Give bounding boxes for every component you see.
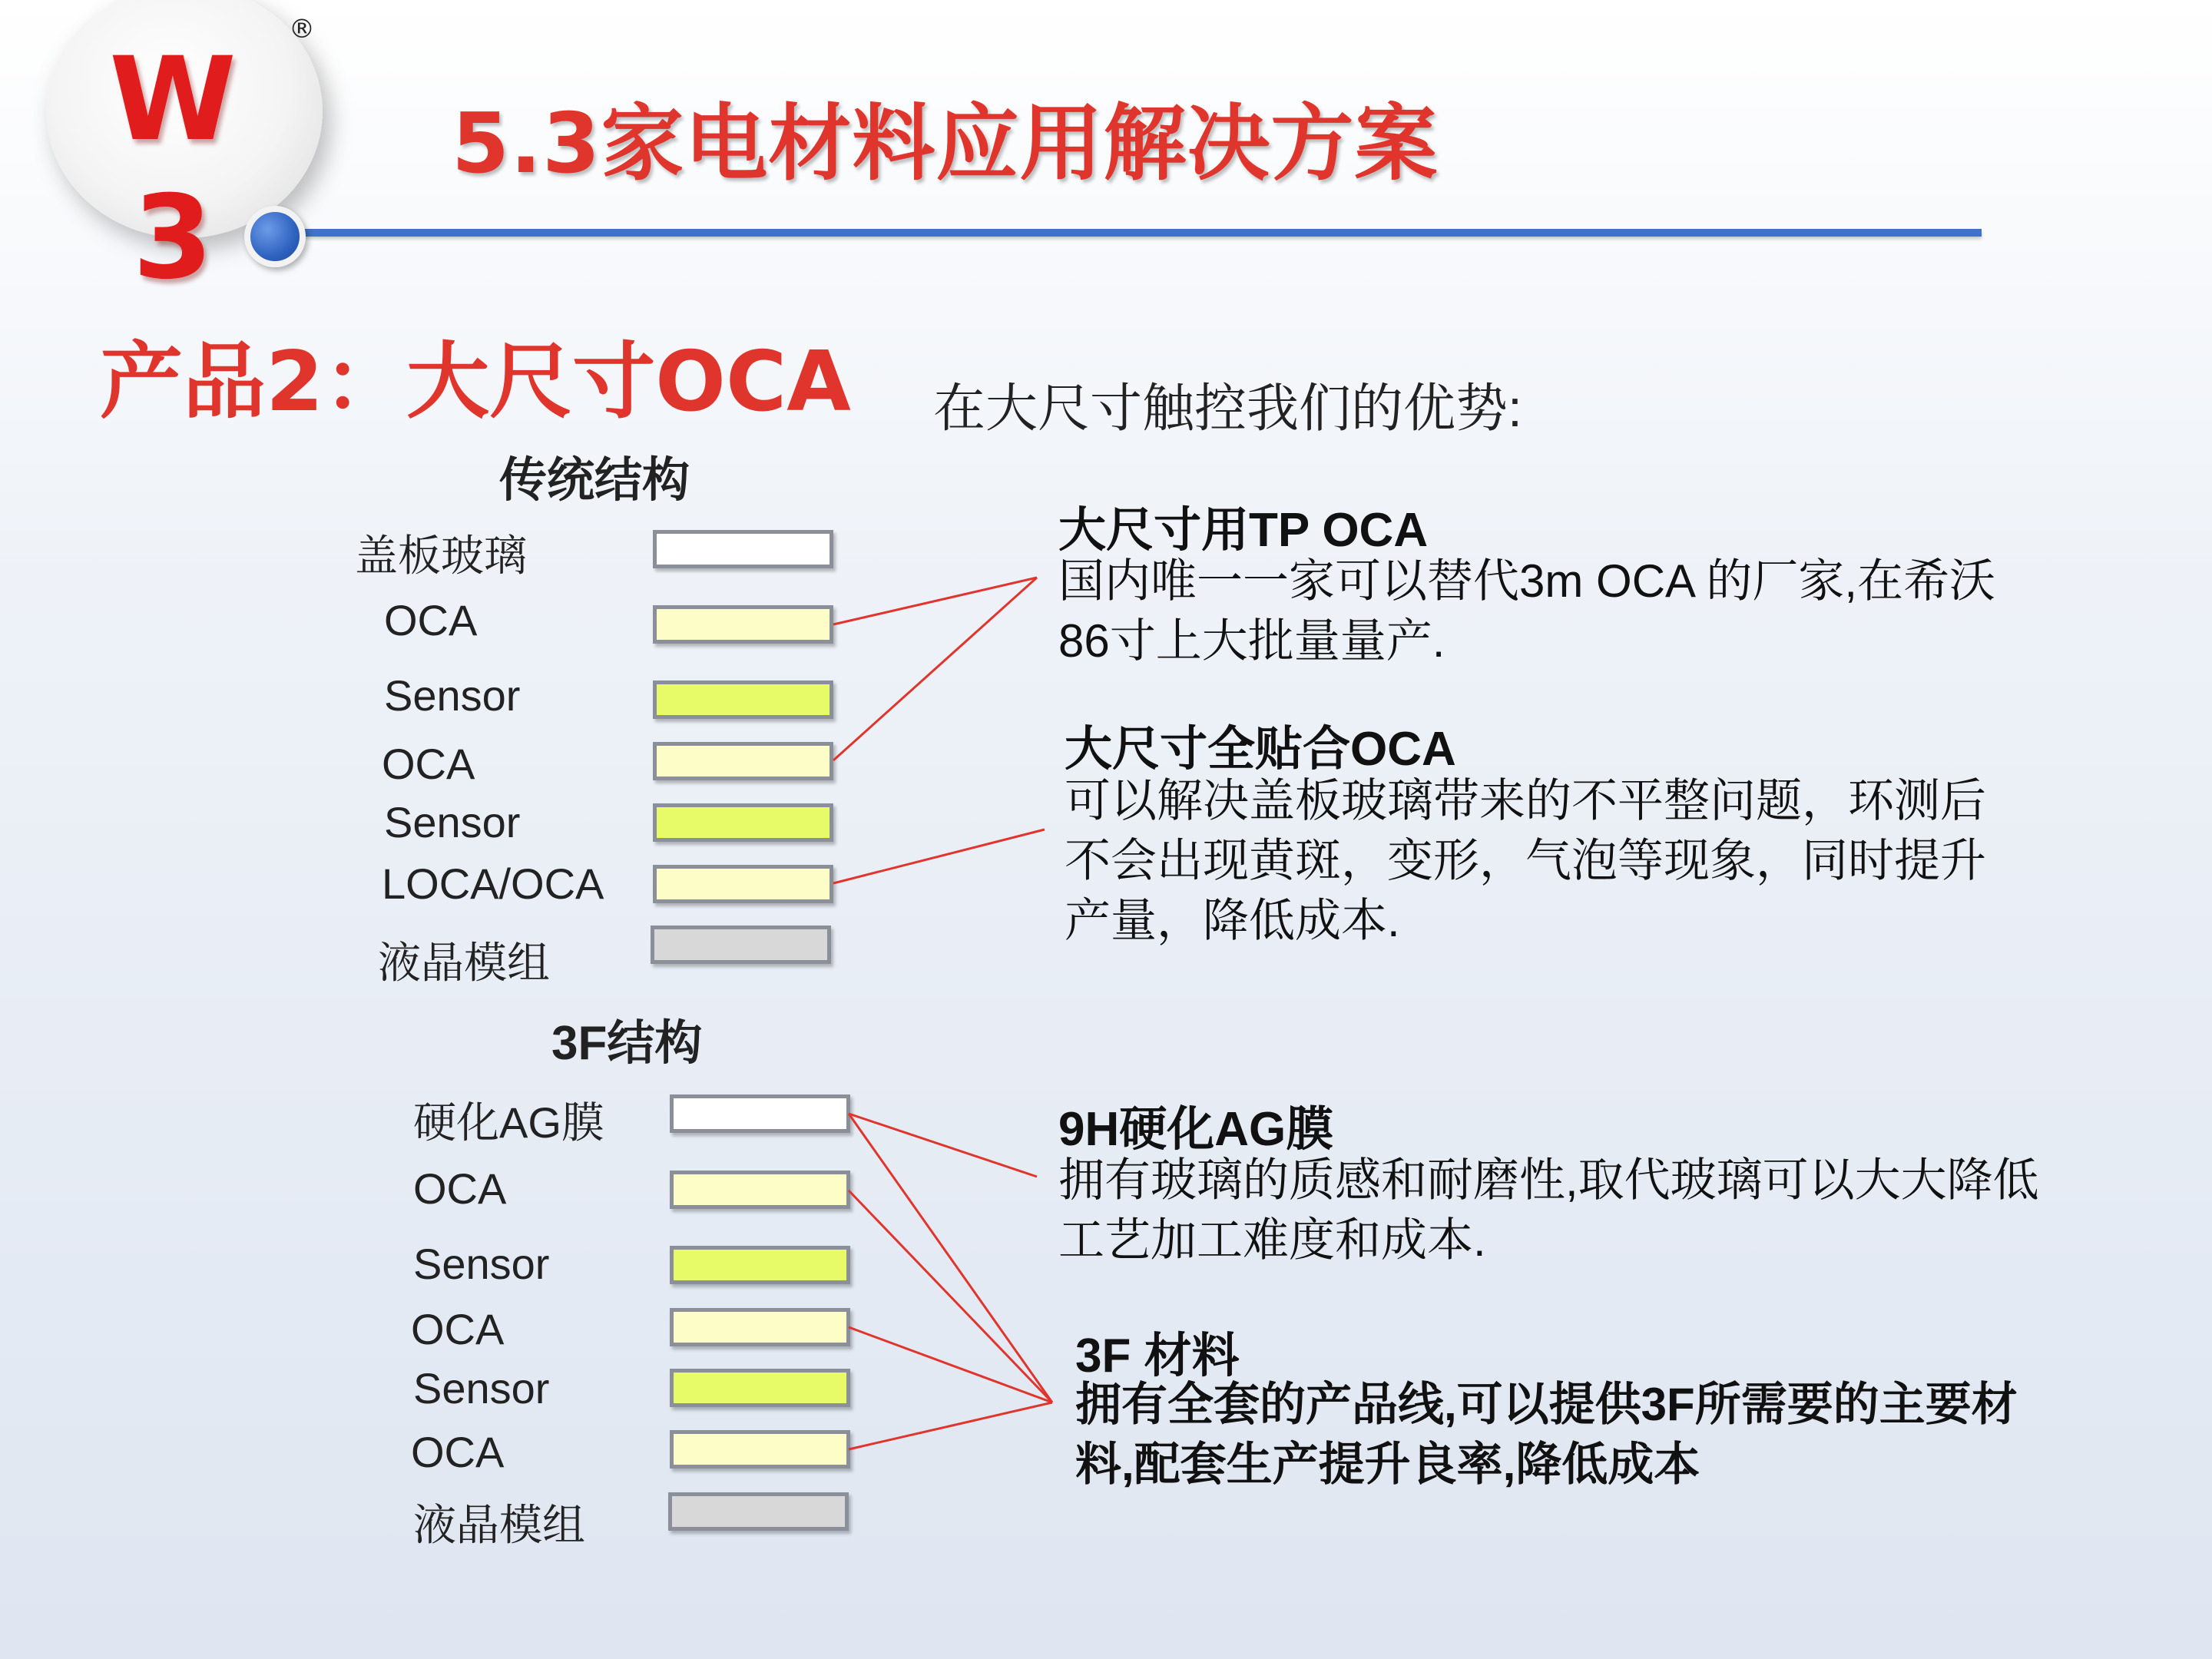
slide-title: 5.3家电材料应用解决方案 xyxy=(452,96,1439,192)
traditional-layer-label: 盖板玻璃 xyxy=(355,531,527,580)
traditional-layer-label: 液晶模组 xyxy=(378,939,550,987)
f3-layer-label: OCA xyxy=(411,1305,505,1353)
advantage-title: 3F 材料 xyxy=(1075,1330,1240,1382)
f3-layer-label: Sensor xyxy=(413,1240,550,1288)
f3-layer-label: OCA xyxy=(413,1164,507,1213)
connector-line xyxy=(849,1402,1052,1449)
connector-line xyxy=(833,830,1045,883)
f3-layer-label: 液晶模组 xyxy=(413,1501,585,1549)
f3-layer-label: OCA xyxy=(411,1428,505,1476)
advantage-title: 大尺寸用TP OCA xyxy=(1058,504,1429,557)
advantage-body: 拥有玻璃的质感和耐磨性,取代玻璃可以大大降低 工艺加工难度和成本. xyxy=(1058,1154,2039,1266)
advantage-body: 拥有全套的产品线,可以提供3F所需要的主要材 料,配套生产提升良率,降低成本 xyxy=(1075,1379,2018,1490)
advantage-heading: 在大尺寸触控我们的优势: xyxy=(933,379,1522,438)
f3-structure-heading: 3F结构 xyxy=(551,1017,703,1070)
registered-mark: ® xyxy=(289,14,315,45)
traditional-layer-label: Sensor xyxy=(384,798,521,846)
traditional-structure-heading: 传统结构 xyxy=(499,454,690,507)
traditional-layer-label: OCA xyxy=(382,740,475,788)
f3-layer-label: 硬化AG膜 xyxy=(413,1098,604,1147)
f3-layer-label: Sensor xyxy=(413,1364,550,1412)
traditional-layer-label: Sensor xyxy=(384,671,521,720)
advantage-title: 9H硬化AG膜 xyxy=(1058,1103,1334,1156)
connector-line xyxy=(849,1114,1052,1402)
connector-line xyxy=(833,578,1037,624)
connector-line xyxy=(833,578,1037,760)
connector-line xyxy=(849,1114,1037,1177)
logo-wordmark: W 3 xyxy=(109,33,260,305)
traditional-layer-label: LOCA/OCA xyxy=(382,859,604,908)
advantage-body: 国内唯一一家可以替代3m OCA 的厂家,在希沃 86寸上大批量量产. xyxy=(1058,555,1996,667)
product-title: 产品2：大尺寸OCA xyxy=(100,334,851,430)
connector-line xyxy=(849,1190,1052,1402)
connector-line xyxy=(849,1327,1052,1402)
advantage-title: 大尺寸全贴合OCA xyxy=(1065,723,1456,776)
traditional-layer-label: OCA xyxy=(384,596,478,644)
advantage-body: 可以解决盖板玻璃带来的不平整问题，环测后 不会出现黄斑，变形，气泡等现象，同时提升 产量，降低成本. xyxy=(1065,775,1986,946)
